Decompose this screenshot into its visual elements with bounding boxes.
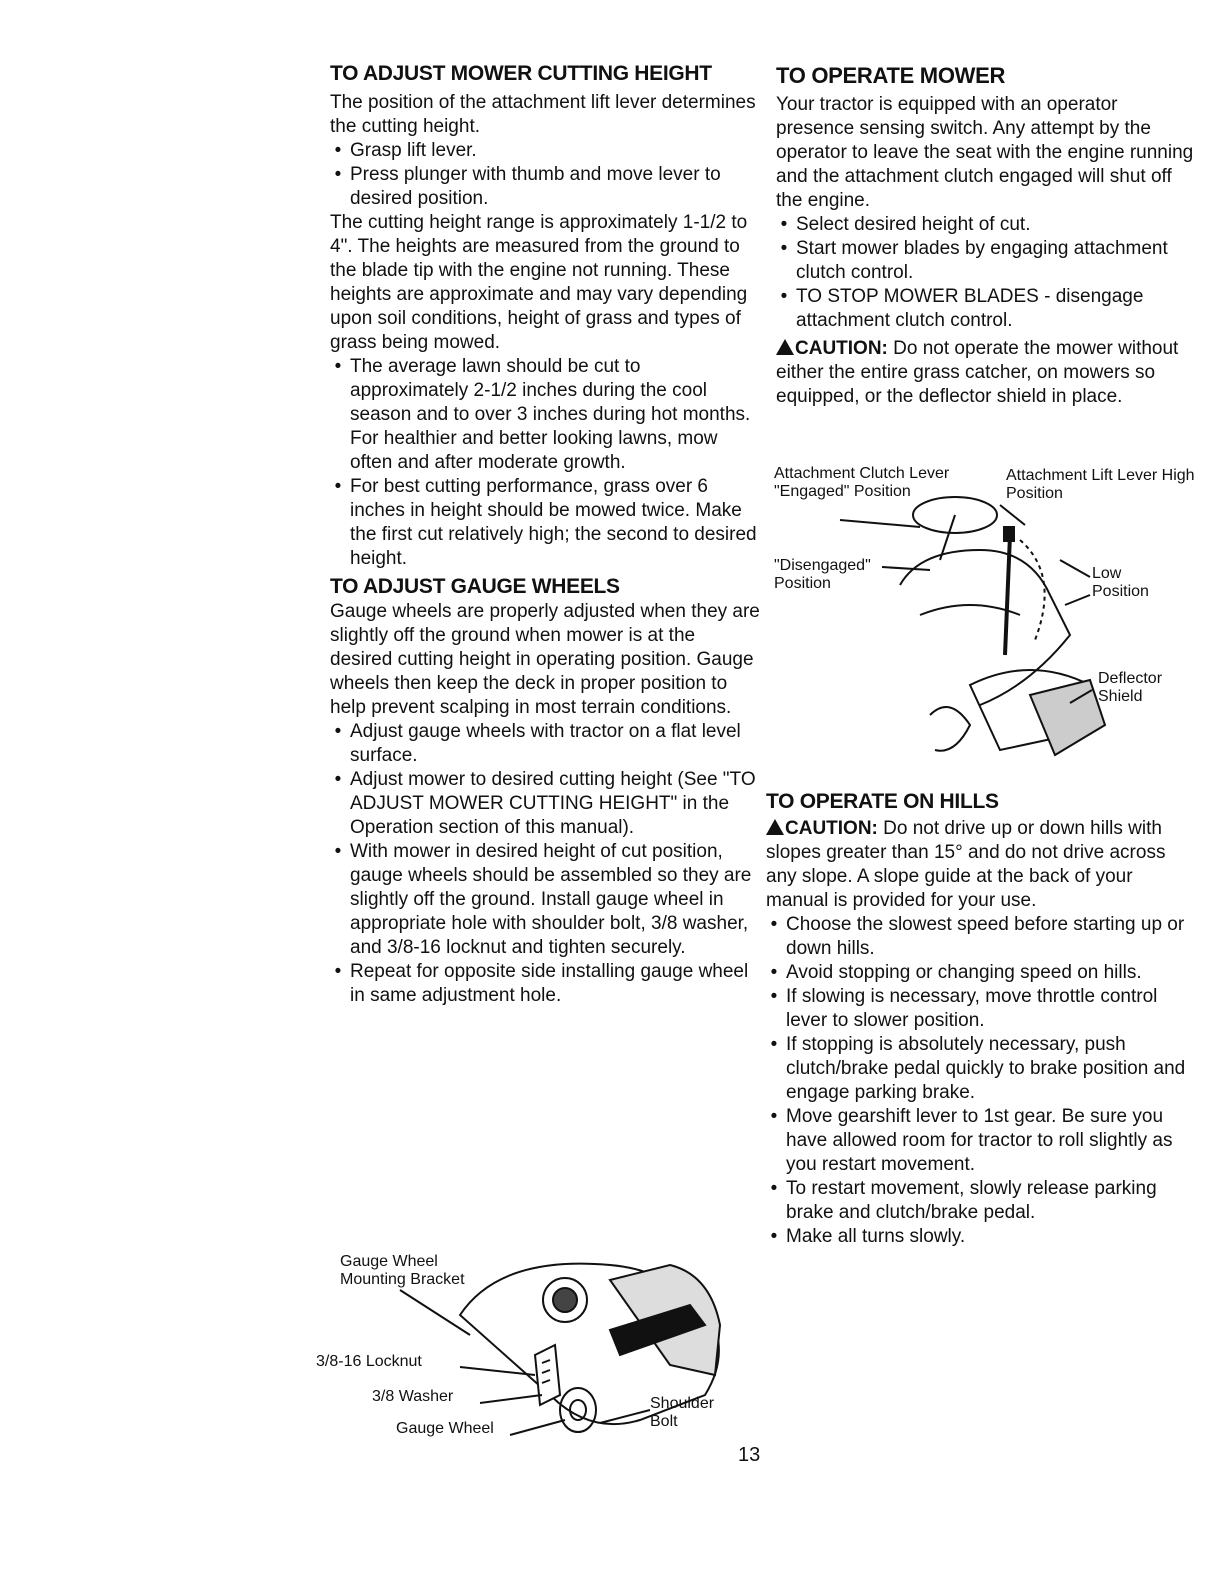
list-item: • Choose the slowest speed before starting up or down hills.: [770, 914, 1185, 959]
list-item: • Adjust gauge wheels with tractor on a flat level surface.: [334, 721, 741, 766]
heading-cutting-height: TO ADJUST MOWER CUTTING HEIGHT: [330, 62, 712, 85]
operate-mower-intro: Your tractor is equipped with an operator presence sensing switch. Any attempt by the operator to leave the seat with the engine running and the attachment clutch engaged will shut off the engine.: [776, 94, 1194, 211]
list-item: • Avoid stopping or changing speed on hills.: [770, 962, 1142, 983]
label-lift-lever-high: Attachment Lift Lever High Position: [1006, 467, 1195, 502]
list-item: • Start mower blades by engaging attachment clutch control.: [780, 238, 1168, 283]
gauge-wheel-figure: [310, 1245, 760, 1445]
caution-text: Do not operate the mower without either the entire grass catcher, on mowers so equipped, or the deflector shield in place.: [776, 338, 1179, 407]
heading-operate-mower: TO OPERATE MOWER: [776, 63, 1006, 88]
section-cutting-height: [330, 62, 760, 571]
label-locknut: 3/8-16 Locknut: [316, 1353, 422, 1370]
label-low-position: Low Position: [1092, 565, 1149, 600]
list-item: • The average lawn should be cut to approximately 2-1/2 inches during the cool season and to over 3 inches during hot months. For healthier and better looking lawns, mow often and after moderate growth.: [334, 356, 751, 473]
caution-text: Do not drive up or down hills with slopes greater than 15° and do not drive across any slope. A slope guide at the back of your manual is provided for your use.: [766, 818, 1166, 911]
list-item: • Press plunger with thumb and move lever to desired position.: [334, 164, 721, 209]
hills-caution: [766, 817, 1196, 913]
label-clutch-disengaged: "Disengaged" Position: [774, 557, 871, 592]
label-gauge-wheel: Gauge Wheel: [396, 1420, 494, 1437]
gauge-wheels-intro: Gauge wheels are properly adjusted when they are slightly off the ground when mower is at the desired cutting height in operating position. Gauge wheels then keep the deck in proper position to help prevent scalping in most terrain conditions.: [330, 601, 760, 718]
caution-label: CAUTION:: [785, 818, 878, 839]
list-item: • Grasp lift lever.: [334, 140, 477, 161]
operate-caution: [776, 337, 1196, 409]
cutting-height-range-text: The cutting height range is approximately 1-1/2 to 4". The heights are measured from the ground to the blade tip with the engine not running. These heights are approximate and may vary depending upon soil conditions, height of grass and types of grass being mowed.: [330, 212, 748, 353]
label-washer: 3/8 Washer: [372, 1388, 454, 1405]
list-item: • Make all turns slowly.: [770, 1226, 966, 1247]
label-deflector-shield: Deflector Shield: [1098, 670, 1163, 705]
attachment-lever-figure: [770, 465, 1200, 765]
list-item: • If stopping is absolutely necessary, push clutch/brake pedal quickly to brake position and engage parking brake.: [770, 1034, 1186, 1103]
operate-mower-steps: [776, 213, 1196, 333]
right-column-bottom: [766, 790, 1196, 1249]
tractor-illustration: [770, 465, 1200, 765]
section-gauge-wheels: [330, 575, 760, 1008]
caution-label: CAUTION:: [795, 338, 888, 359]
label-clutch-engaged: Attachment Clutch Lever "Engaged" Position: [774, 465, 950, 500]
list-item: • Move gearshift lever to 1st gear. Be sure you have allowed room for tractor to roll slightly as you restart movement.: [770, 1106, 1173, 1175]
list-item: • TO STOP MOWER BLADES - disengage attachment clutch control.: [780, 286, 1144, 331]
heading-gauge-wheels: TO ADJUST GAUGE WHEELS: [330, 575, 620, 598]
warning-triangle-icon: [776, 339, 794, 355]
heading-operate-hills: TO OPERATE ON HILLS: [766, 790, 999, 813]
cutting-height-tips: [330, 355, 760, 571]
list-item: • With mower in desired height of cut position, gauge wheels should be assembled so they are slightly off the ground. Install gauge wheel in appropriate hole with shoulder bolt, 3/8 washer, and 3/8-16 locknut and tighten securely.: [334, 841, 752, 958]
cutting-height-steps: [330, 139, 760, 211]
label-gauge-wheel-mounting-bracket: Gauge Wheel Mounting Bracket: [340, 1253, 465, 1288]
right-column-top: [776, 64, 1196, 409]
gauge-wheels-steps: [330, 720, 760, 1008]
page-number: 13: [738, 1444, 761, 1466]
cutting-height-intro: The position of the attachment lift lever determines the cutting height.: [330, 92, 756, 137]
list-item: • Select desired height of cut.: [780, 214, 1031, 235]
warning-triangle-icon: [766, 819, 784, 835]
list-item: • Repeat for opposite side installing gauge wheel in same adjustment hole.: [334, 961, 749, 1006]
list-item: • Adjust mower to desired cutting height (See "TO ADJUST MOWER CUTTING HEIGHT" in the Operation section of this manual).: [334, 769, 756, 838]
list-item: • To restart movement, slowly release parking brake and clutch/brake pedal.: [770, 1178, 1157, 1223]
list-item: • If slowing is necessary, move throttle control lever to slower position.: [770, 986, 1158, 1031]
list-item: • For best cutting performance, grass over 6 inches in height should be mowed twice. Make the first cut relatively high; the second to desired height.: [334, 476, 757, 569]
hills-steps: [766, 913, 1196, 1249]
label-shoulder-bolt: Shoulder Bolt: [650, 1395, 715, 1430]
left-column: [330, 62, 760, 1008]
